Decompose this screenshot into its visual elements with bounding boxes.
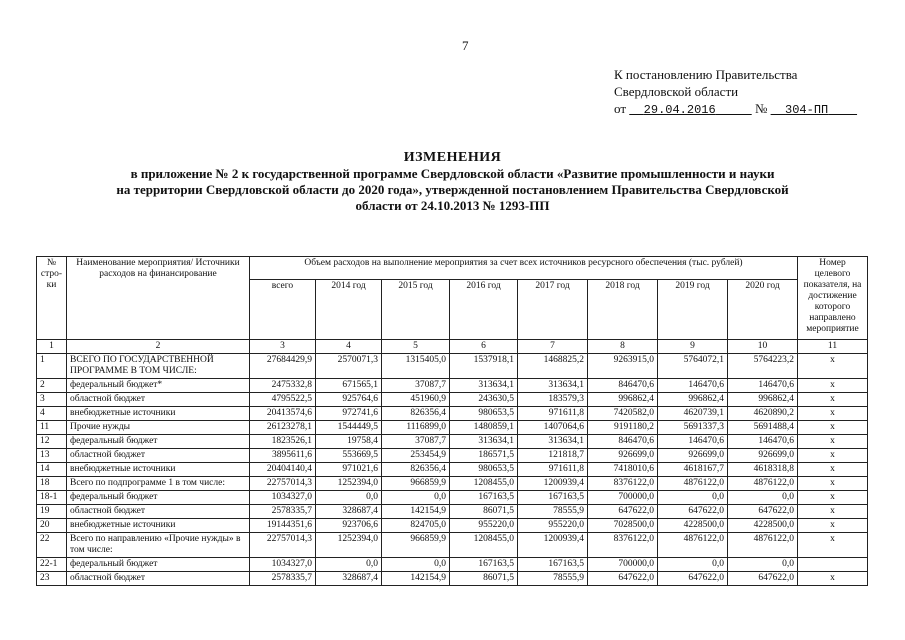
row-name: областной бюджет xyxy=(67,572,250,586)
row-number: 22 xyxy=(37,533,67,558)
column-number: 7 xyxy=(518,340,588,354)
row-name: федеральный бюджет xyxy=(67,491,250,505)
row-indicator: х xyxy=(798,477,868,491)
row-value: 313634,1 xyxy=(518,435,588,449)
row-value: 647622,0 xyxy=(658,505,728,519)
row-name: федеральный бюджет* xyxy=(67,379,250,393)
row-value: 926699,0 xyxy=(728,449,798,463)
row-value: 5691488,4 xyxy=(728,421,798,435)
row-name: областной бюджет xyxy=(67,449,250,463)
header-indicator: Номер целевого показателя, на достижение которого направлено мероприятие xyxy=(798,257,868,340)
row-name: областной бюджет xyxy=(67,505,250,519)
row-number: 18 xyxy=(37,477,67,491)
row-indicator xyxy=(798,558,868,572)
table-row xyxy=(37,354,868,379)
row-name: внебюджетные источники xyxy=(67,407,250,421)
row-indicator: х xyxy=(798,572,868,586)
column-number: 1 xyxy=(37,340,67,354)
header-2019: 2019 год xyxy=(658,280,728,340)
row-value: 3895611,6 xyxy=(250,449,316,463)
table-row xyxy=(37,558,868,572)
row-value: 9263915,0 xyxy=(588,354,658,379)
column-number: 2 xyxy=(67,340,250,354)
table-row xyxy=(37,379,868,393)
row-value: 955220,0 xyxy=(450,519,518,533)
row-value: 925764,6 xyxy=(316,393,382,407)
table-row xyxy=(37,449,868,463)
row-value: 167163,5 xyxy=(518,558,588,572)
row-value: 1252394,0 xyxy=(316,533,382,558)
row-name: областной бюджет xyxy=(67,393,250,407)
row-value: 1200939,4 xyxy=(518,533,588,558)
row-value: 1034327,0 xyxy=(250,558,316,572)
document-title xyxy=(0,150,905,214)
row-value: 451960,9 xyxy=(382,393,450,407)
row-value: 142154,9 xyxy=(382,505,450,519)
row-value: 22757014,3 xyxy=(250,533,316,558)
row-value: 700000,0 xyxy=(588,491,658,505)
table-row xyxy=(37,407,868,421)
row-value: 78555,9 xyxy=(518,572,588,586)
row-name: ВСЕГО ПО ГОСУДАРСТВЕННОЙ ПРОГРАММЕ В ТОМ ЧИСЛЕ: xyxy=(67,354,250,379)
row-value: 1407064,6 xyxy=(518,421,588,435)
row-value: 966859,9 xyxy=(382,533,450,558)
row-indicator: х xyxy=(798,379,868,393)
row-value: 78555,9 xyxy=(518,505,588,519)
row-value: 146470,6 xyxy=(658,379,728,393)
row-value: 86071,5 xyxy=(450,572,518,586)
row-value: 243630,5 xyxy=(450,393,518,407)
row-indicator: х xyxy=(798,407,868,421)
row-value: 0,0 xyxy=(382,491,450,505)
header-2014: 2014 год xyxy=(316,280,382,340)
row-value: 926699,0 xyxy=(588,449,658,463)
row-value: 1208455,0 xyxy=(450,533,518,558)
title-heading: ИЗМЕНЕНИЯ xyxy=(403,150,502,165)
row-number: 18-1 xyxy=(37,491,67,505)
header-volume: Объем расходов на выполнение мероприятия за счет всех источников ресурсного обеспечения (тыс. рублей) xyxy=(250,257,798,280)
resolution-date: 29.04.2016 xyxy=(643,103,716,117)
row-value: 328687,4 xyxy=(316,505,382,519)
row-value: 972741,6 xyxy=(316,407,382,421)
row-indicator: х xyxy=(798,463,868,477)
row-value: 146470,6 xyxy=(728,379,798,393)
table-row xyxy=(37,393,868,407)
row-value: 4876122,0 xyxy=(658,533,728,558)
row-value: 313634,1 xyxy=(450,379,518,393)
row-value: 647622,0 xyxy=(728,505,798,519)
column-number: 3 xyxy=(250,340,316,354)
page-number: 7 xyxy=(462,38,469,53)
row-value: 971021,6 xyxy=(316,463,382,477)
row-value: 313634,1 xyxy=(450,435,518,449)
row-value: 824705,0 xyxy=(382,519,450,533)
row-value: 27684429,9 xyxy=(250,354,316,379)
row-number: 2 xyxy=(37,379,67,393)
row-value: 2475332,8 xyxy=(250,379,316,393)
row-value: 1252394,0 xyxy=(316,477,382,491)
row-value: 4620890,2 xyxy=(728,407,798,421)
table-row xyxy=(37,477,868,491)
title-line-1: в приложение № 2 к государственной программе Свердловской области «Развитие промышленности и науки xyxy=(130,166,775,181)
row-value: 1208455,0 xyxy=(450,477,518,491)
column-number: 10 xyxy=(728,340,798,354)
header-2016: 2016 год xyxy=(450,280,518,340)
row-value: 2578335,7 xyxy=(250,505,316,519)
row-value: 955220,0 xyxy=(518,519,588,533)
row-value: 1468825,2 xyxy=(518,354,588,379)
header-2015: 2015 год xyxy=(382,280,450,340)
row-value: 20404140,4 xyxy=(250,463,316,477)
row-indicator: х xyxy=(798,519,868,533)
row-value: 26123278,1 xyxy=(250,421,316,435)
row-value: 1034327,0 xyxy=(250,491,316,505)
row-indicator: х xyxy=(798,393,868,407)
row-indicator: х xyxy=(798,354,868,379)
column-number: 6 xyxy=(450,340,518,354)
row-indicator: х xyxy=(798,435,868,449)
resolution-line-2: Свердловской области xyxy=(614,84,739,99)
column-number-row xyxy=(37,340,868,354)
row-value: 0,0 xyxy=(316,558,382,572)
row-value: 1480859,1 xyxy=(450,421,518,435)
title-line-3: области от 24.10.2013 № 1293-ПП xyxy=(355,198,550,213)
row-value: 5764072,1 xyxy=(658,354,728,379)
row-value: 9191180,2 xyxy=(588,421,658,435)
row-value: 4228500,0 xyxy=(658,519,728,533)
row-value: 253454,9 xyxy=(382,449,450,463)
row-value: 846470,6 xyxy=(588,435,658,449)
row-value: 183579,3 xyxy=(518,393,588,407)
row-value: 146470,6 xyxy=(728,435,798,449)
date-prefix: от xyxy=(614,101,627,116)
row-value: 5691337,3 xyxy=(658,421,728,435)
row-name: федеральный бюджет xyxy=(67,435,250,449)
header-2020: 2020 год xyxy=(728,280,798,340)
row-value: 121818,7 xyxy=(518,449,588,463)
row-value: 146470,6 xyxy=(658,435,728,449)
column-number: 4 xyxy=(316,340,382,354)
row-value: 1544449,5 xyxy=(316,421,382,435)
row-value: 4228500,0 xyxy=(728,519,798,533)
row-value: 4620739,1 xyxy=(658,407,728,421)
resolution-line-1: К постановлению Правительства xyxy=(614,67,798,82)
header-row-no: № стро-ки xyxy=(37,257,67,340)
row-indicator: х xyxy=(798,491,868,505)
row-value: 1315405,0 xyxy=(382,354,450,379)
row-number: 22-1 xyxy=(37,558,67,572)
expenditure-table xyxy=(36,256,868,586)
row-value: 671565,1 xyxy=(316,379,382,393)
row-value: 8376122,0 xyxy=(588,533,658,558)
column-number: 5 xyxy=(382,340,450,354)
row-name: внебюджетные источники xyxy=(67,519,250,533)
row-number: 20 xyxy=(37,519,67,533)
row-name: внебюджетные источники xyxy=(67,463,250,477)
row-number: 1 xyxy=(37,354,67,379)
resolution-number: 304-ПП xyxy=(785,103,829,117)
row-value: 2570071,3 xyxy=(316,354,382,379)
row-value: 0,0 xyxy=(658,491,728,505)
row-value: 2578335,7 xyxy=(250,572,316,586)
row-value: 8376122,0 xyxy=(588,477,658,491)
header-total: всего xyxy=(250,280,316,340)
row-indicator: х xyxy=(798,421,868,435)
row-value: 167163,5 xyxy=(450,558,518,572)
row-value: 966859,9 xyxy=(382,477,450,491)
table-row xyxy=(37,421,868,435)
row-value: 328687,4 xyxy=(316,572,382,586)
row-name: Всего по подпрограмме 1 в том числе: xyxy=(67,477,250,491)
row-value: 186571,5 xyxy=(450,449,518,463)
table-row xyxy=(37,533,868,558)
row-value: 647622,0 xyxy=(588,572,658,586)
row-value: 996862,4 xyxy=(588,393,658,407)
row-number: 13 xyxy=(37,449,67,463)
row-value: 0,0 xyxy=(382,558,450,572)
row-value: 142154,9 xyxy=(382,572,450,586)
column-number: 8 xyxy=(588,340,658,354)
row-number: 11 xyxy=(37,421,67,435)
row-number: 3 xyxy=(37,393,67,407)
row-value: 7028500,0 xyxy=(588,519,658,533)
row-indicator: х xyxy=(798,449,868,463)
row-number: 19 xyxy=(37,505,67,519)
row-name: Всего по направлению «Прочие нужды» в том числе: xyxy=(67,533,250,558)
row-value: 4876122,0 xyxy=(728,533,798,558)
header-2018: 2018 год xyxy=(588,280,658,340)
row-value: 0,0 xyxy=(658,558,728,572)
row-value: 0,0 xyxy=(728,558,798,572)
table-row xyxy=(37,435,868,449)
table-row xyxy=(37,572,868,586)
row-value: 19758,4 xyxy=(316,435,382,449)
row-value: 5764223,2 xyxy=(728,354,798,379)
row-value: 647622,0 xyxy=(588,505,658,519)
row-value: 971611,8 xyxy=(518,463,588,477)
row-value: 19144351,6 xyxy=(250,519,316,533)
row-indicator: х xyxy=(798,505,868,519)
row-name: федеральный бюджет xyxy=(67,558,250,572)
header-2017: 2017 год xyxy=(518,280,588,340)
row-value: 1537918,1 xyxy=(450,354,518,379)
row-number: 12 xyxy=(37,435,67,449)
row-value: 1823526,1 xyxy=(250,435,316,449)
row-value: 923706,6 xyxy=(316,519,382,533)
row-value: 1200939,4 xyxy=(518,477,588,491)
row-value: 167163,5 xyxy=(518,491,588,505)
row-number: 23 xyxy=(37,572,67,586)
row-value: 4876122,0 xyxy=(658,477,728,491)
row-value: 313634,1 xyxy=(518,379,588,393)
resolution-date-number xyxy=(614,100,857,119)
table-row xyxy=(37,463,868,477)
row-value: 826356,4 xyxy=(382,463,450,477)
row-value: 0,0 xyxy=(316,491,382,505)
row-value: 846470,6 xyxy=(588,379,658,393)
table-row xyxy=(37,519,868,533)
row-value: 647622,0 xyxy=(728,572,798,586)
column-number: 9 xyxy=(658,340,728,354)
row-number: 4 xyxy=(37,407,67,421)
row-name: Прочие нужды xyxy=(67,421,250,435)
row-value: 980653,5 xyxy=(450,407,518,421)
row-value: 4795522,5 xyxy=(250,393,316,407)
column-number: 11 xyxy=(798,340,868,354)
row-number: 14 xyxy=(37,463,67,477)
row-value: 980653,5 xyxy=(450,463,518,477)
row-value: 996862,4 xyxy=(728,393,798,407)
row-value: 553669,5 xyxy=(316,449,382,463)
header-name: Наименование мероприятия/ Источники расходов на финансирование xyxy=(67,257,250,340)
row-value: 826356,4 xyxy=(382,407,450,421)
row-value: 4618318,8 xyxy=(728,463,798,477)
row-value: 1116899,0 xyxy=(382,421,450,435)
row-value: 37087,7 xyxy=(382,435,450,449)
row-value: 0,0 xyxy=(728,491,798,505)
row-value: 167163,5 xyxy=(450,491,518,505)
row-value: 926699,0 xyxy=(658,449,728,463)
row-value: 7418010,6 xyxy=(588,463,658,477)
row-value: 20413574,6 xyxy=(250,407,316,421)
row-value: 22757014,3 xyxy=(250,477,316,491)
row-value: 971611,8 xyxy=(518,407,588,421)
resolution-reference xyxy=(614,66,857,119)
table-row xyxy=(37,505,868,519)
table-row xyxy=(37,491,868,505)
row-value: 37087,7 xyxy=(382,379,450,393)
number-prefix: № xyxy=(754,101,768,116)
row-value: 996862,4 xyxy=(658,393,728,407)
row-value: 647622,0 xyxy=(658,572,728,586)
row-indicator: х xyxy=(798,533,868,558)
title-line-2: на территории Свердловской области до 2020 года», утвержденной постановлением Правительства Свердловской xyxy=(116,182,789,197)
row-value: 4618167,7 xyxy=(658,463,728,477)
row-value: 86071,5 xyxy=(450,505,518,519)
row-value: 4876122,0 xyxy=(728,477,798,491)
row-value: 7420582,0 xyxy=(588,407,658,421)
row-value: 700000,0 xyxy=(588,558,658,572)
